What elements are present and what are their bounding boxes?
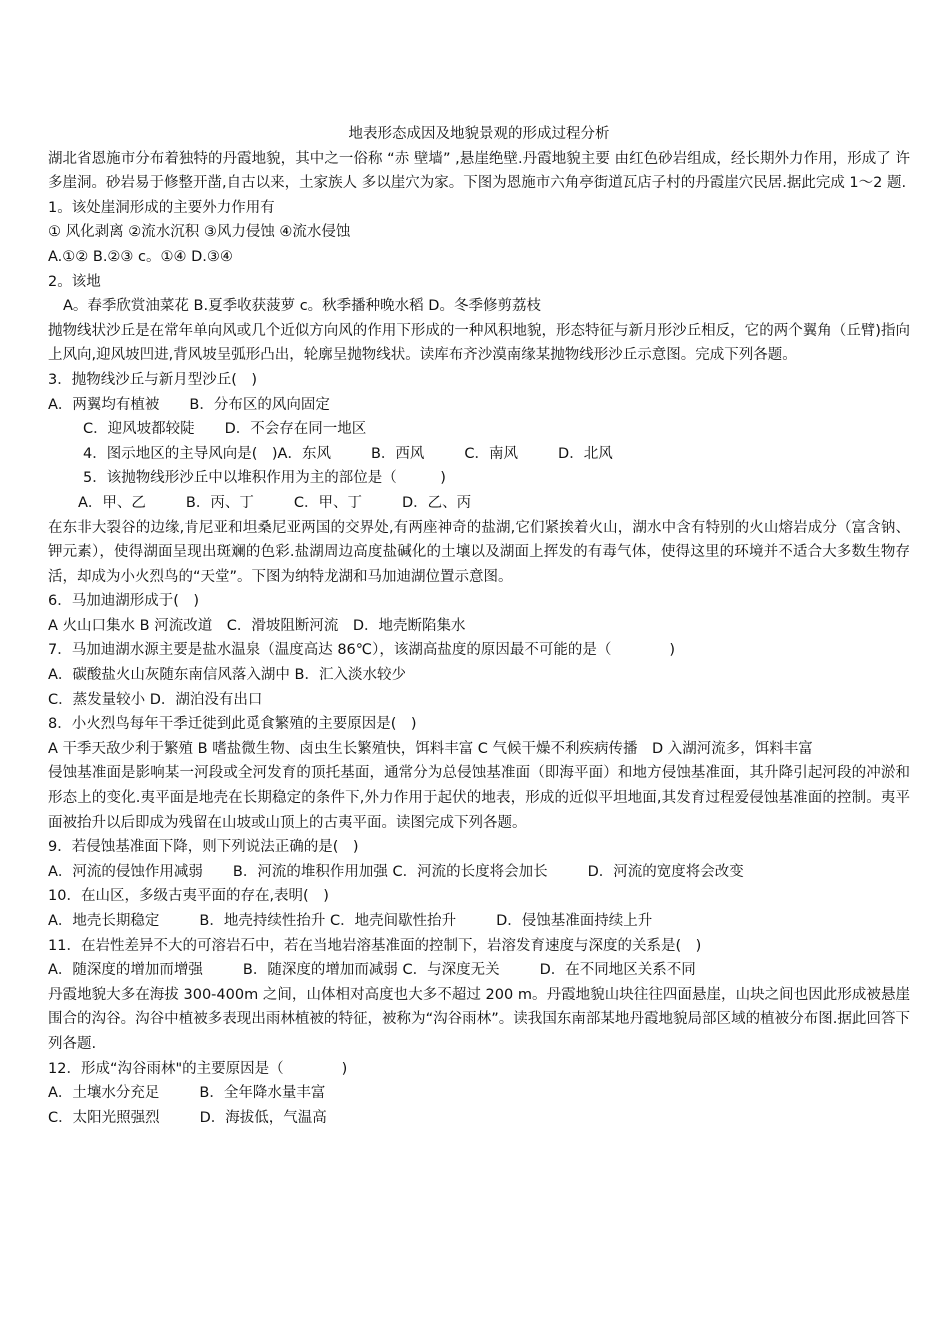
option-text: B．全年降水量丰富 — [199, 1085, 326, 1102]
question-6-options: A 火山口集水 B 河流改道 C．滑坡阻断河流 D．地壳断陷集水 — [48, 617, 466, 634]
document-page — [48, 122, 910, 1130]
question-1-items: ① 风化剥离 ②流水沉积 ③风力侵蚀 ④流水侵蚀 — [48, 224, 351, 241]
option-text: B．随深度的增加而减弱 C．与深度无关 — [242, 962, 500, 979]
option-text: A．东风 — [277, 445, 331, 462]
option-text: A．地壳长期稳定 — [48, 913, 160, 929]
question-8: 8．小火烈鸟每年干季迁徙到此觅食繁殖的主要原因是( ) — [48, 716, 417, 733]
question-1-options: A.①② B.②③ c。①④ D.③④ — [48, 248, 233, 265]
section-2-intro: 抛物线状沙丘是在常年单向风或几个近似方向风的作用下形成的一种风积地貌，形态特征与新月形沙丘相反，它的两个翼角（丘臂)指向上风向,迎风坡凹进,背风坡呈弧形凸出，轮廓呈抛物线状。读库布齐沙漠南缘某抛物线形沙丘示意图。完成下列各题。 — [48, 322, 910, 364]
question-3-options-row-1 — [48, 393, 910, 418]
question-12: 12．形成“沟谷雨林"的主要原因是（ ) — [48, 1060, 348, 1077]
question-2-options: A。春季欣赏油菜花 B.夏季收获菠萝 c。秋季播种晚水稻 D。冬季修剪荔枝 — [63, 298, 541, 315]
option-text: D．北风 — [558, 445, 613, 462]
question-8-options: A 干季天敌少利于繁殖 B 嗜盐微生物、卤虫生长繁殖快，饵料丰富 C 气候干燥不利疾病传播 D 入湖河流多，饵料丰富 — [48, 740, 813, 757]
option-text: C．迎风坡都较陡 — [83, 421, 195, 438]
option-text: D．海拔低，气温高 — [199, 1109, 327, 1126]
question-11: 11．在岩性差异不大的可溶岩石中，若在当地岩溶基准面的控制下，岩溶发育速度与深度的关系是( ) — [48, 937, 702, 954]
section-1-intro: 湖北省恩施市分布着独特的丹霞地貌，其中之一俗称 “赤 壁墙” ,悬崖绝壁.丹霞地貌主要 由红色砂岩组成，经长期外力作用，形成了 许多崖洞。砂岩易于修整开凿,自古以来，土家族人 多以崖穴为家。下图为恩施市六角亭街道瓦店子村的丹霞崖穴民居.据此完成 1～2 题. — [48, 150, 910, 192]
option-text: D．不会存在同一地区 — [224, 421, 367, 438]
option-text: B．西风 — [370, 445, 425, 462]
question-6: 6．马加迪湖形成于( ) — [48, 593, 200, 610]
question-9: 9．若侵蚀基准面下降，则下列说法正确的是( ) — [48, 839, 359, 856]
section-5-intro: 丹霞地貌大多在海拔 300-400m 之间，山体相对高度也大多不超过 200 m。丹霞地貌山块往往四面悬崖，山块之间也因此形成被悬崖围合的沟谷。沟谷中植被多表现出雨林植被的特征，被称为“沟谷雨林”。读我国东南部某地丹霞地貌局部区域的植被分布图.据此回答下列各题. — [48, 986, 910, 1052]
question-4-stem: 4．图示地区的主导风向是( ) — [83, 445, 278, 462]
option-text: A．土壤水分充足 — [48, 1085, 160, 1102]
option-text: A．甲、乙 — [78, 494, 146, 511]
question-11-options — [48, 958, 910, 983]
question-7: 7．马加迪湖水源主要是盐水温泉（温度高达 86℃），该湖高盐度的原因最不可能的是（ ) — [48, 642, 675, 659]
question-2: 2。该地 — [48, 273, 101, 290]
question-7-options-row-2: C．蒸发量较小 D．湖泊没有出口 — [48, 691, 263, 708]
question-10-options — [48, 909, 910, 934]
section-3-intro: 在东非大裂谷的边缘,肯尼亚和坦桑尼亚两国的交界处,有两座神奇的盐湖,它们紧挨着火山，湖水中含有特别的火山熔岩成分（富含钠、钾元素），使得湖面呈现出斑斓的色彩.盐湖周边高度盐碱化的土壤以及湖面上挥发的有毒气体，使得这里的环境并不适合大多数生物存活，却成为小火烈鸟的“天堂”。下图为纳特龙湖和马加迪湖位置示意图。 — [48, 519, 910, 585]
option-text: A．河流的侵蚀作用减弱 — [48, 863, 203, 880]
option-text: B．分布区的风向固定 — [189, 396, 330, 413]
option-text: A．随深度的增加而增强 — [48, 962, 203, 979]
question-5-options — [48, 491, 910, 516]
section-4-intro: 侵蚀基准面是影响某一河段或全河发育的顶托基面，通常分为总侵蚀基准面（即海平面）和地方侵蚀基准面，其升降引起河段的冲淤和形态上的变化.夷平面是地壳在长期稳定的条件下,外力作用于起伏的地表，形成的近似平坦地面,其发育过程爱侵蚀基准面的控制。夷平面被抬升以后即成为残留在山坡或山顶上的古夷平面。读图完成下列各题。 — [48, 765, 910, 831]
question-4 — [48, 442, 910, 467]
question-5: 5．该抛物线形沙丘中以堆积作用为主的部位是（ ) — [83, 470, 446, 487]
question-12-options-row-1 — [48, 1081, 910, 1106]
document-title: 地表形态成因及地貌景观的形成过程分析 — [348, 126, 610, 142]
question-3: 3．抛物线沙丘与新月型沙丘( ) — [48, 371, 258, 388]
question-3-options-row-2 — [48, 417, 910, 442]
option-text: C．南风 — [464, 445, 519, 462]
question-1: 1。该处崖洞形成的主要外力作用有 — [48, 199, 275, 216]
option-text: D．河流的宽度将会改变 — [587, 863, 744, 880]
question-10: 10．在山区，多级古夷平面的存在,表明( ) — [48, 888, 329, 905]
option-text: C．甲、丁 — [293, 494, 362, 511]
option-text: D．乙、丙 — [402, 494, 472, 511]
option-text: A．两翼均有植被 — [48, 396, 160, 413]
option-text: D．在不同地区关系不同 — [539, 962, 696, 979]
option-text: B．河流的堆积作用加强 C．河流的长度将会加长 — [232, 863, 548, 880]
option-text: B．地壳持续性抬升 C．地壳间歇性抬升 — [199, 913, 457, 929]
option-text: B．丙、丁 — [185, 494, 254, 511]
question-12-options-row-2 — [48, 1106, 910, 1131]
option-text: D．侵蚀基准面持续上升 — [496, 913, 653, 929]
question-7-options-row-1: A．碳酸盐火山灰随东南信风落入湖中 B．汇入淡水较少 — [48, 667, 406, 684]
question-9-options — [48, 860, 910, 885]
option-text: C．太阳光照强烈 — [48, 1109, 160, 1126]
